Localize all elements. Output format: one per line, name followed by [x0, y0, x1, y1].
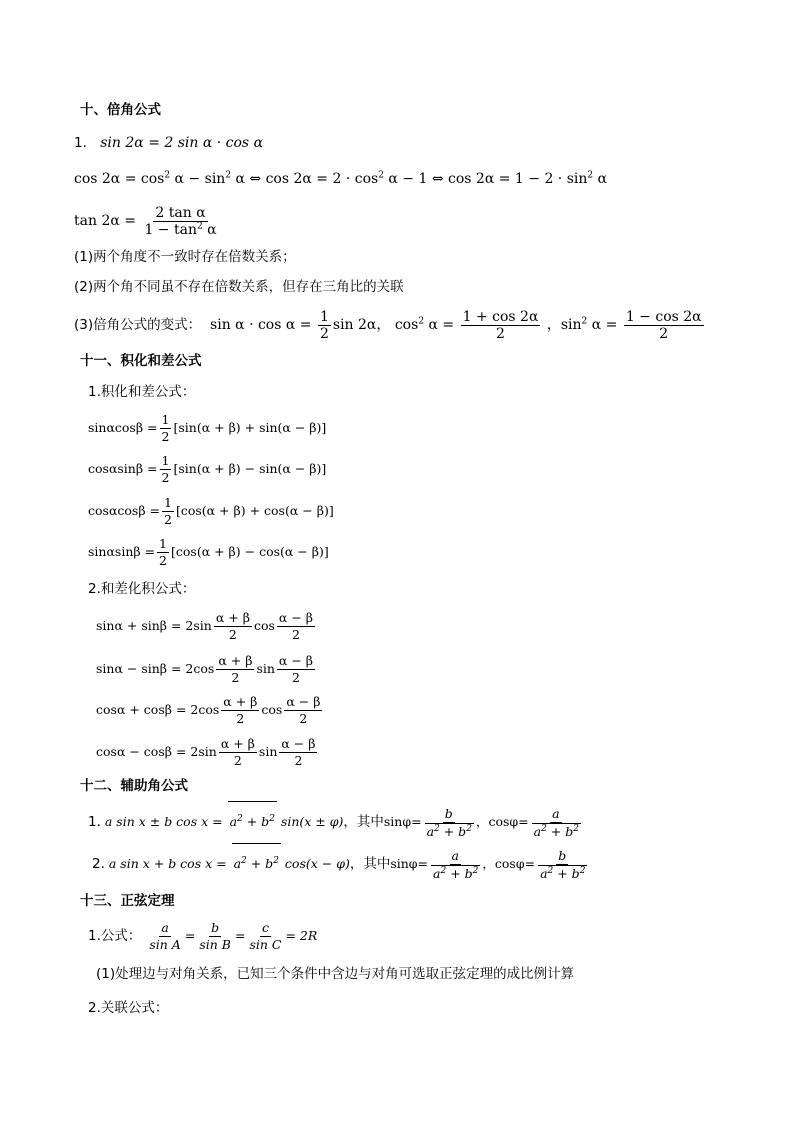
subheading-related-formulas: 2.关联公式： — [88, 1000, 169, 1016]
subheading-sum-to-product: 2.和差化积公式： — [88, 581, 196, 597]
sine-law-formula: 1.公式： $\frac{a}{\text{sin A}}$ = $\frac{b}{\text{sin B}}$ = $\frac{c}{\text{sin C}}$ = 2R — [88, 920, 318, 952]
product-to-sum-4: sinαsinβ = $\frac{1}{2}$ [cos(α + β) − cos(α − β)] — [88, 536, 329, 568]
product-to-sum-1: sinαcosβ = $\frac{1}{2}$ [sin(α + β) + sin(α − β)] — [88, 412, 327, 444]
section-heading-auxiliary-angle: 十二、辅助角公式 — [80, 778, 188, 794]
note-2: (2)两个角不同虽不存在倍数关系，但存在三角比的关联 — [74, 279, 404, 295]
double-angle-variants: (3)倍角公式的变式： sin α · cos α = $\frac{1}{2}$ sin 2α， $\cos^2 \alpha$ = $\frac{1 + \cos 2\alpha}{2}$ ，$\sin^2 \alpha$ = $\frac{1 - \cos 2\alpha}{2}$ — [74, 308, 702, 342]
sum-to-product-1: sinα + sinβ = 2sin $\frac{\alpha + \beta}{2}$ cos $\frac{\alpha - \beta}{2}$ — [96, 610, 313, 642]
sum-to-product-4: cosα − cosβ = 2sin $\frac{\alpha + \beta}{2}$ sin $\frac{\alpha - \beta}{2}$ — [96, 736, 316, 768]
product-to-sum-3: cosαcosβ = $\frac{1}{2}$ [cos(α + β) + cos(α − β)] — [88, 495, 334, 527]
section-heading-product-to-sum: 十一、积化和差公式 — [80, 353, 202, 369]
note-1: (1)两个角度不一致时存在倍数关系； — [74, 249, 296, 265]
auxiliary-angle-formula-1: 1. a sin x ± b $\cos x = a^2 + b^2$ sin(x ± φ)，其中sinφ= $\frac{b}{a^2 + b^2}$ ，cosφ= $\frac{a}{a^2 + b^2}$ — [88, 801, 583, 842]
double-angle-sin-formula: 1. sin 2α = 2 sin α · cos α — [74, 135, 264, 151]
product-to-sum-2: cosαsinβ = $\frac{1}{2}$ [sin(α + β) − sin(α − β)] — [88, 453, 327, 485]
sum-to-product-2: sinα − sinβ = 2cos $\frac{\alpha + \beta}{2}$ sin $\frac{\alpha - \beta}{2}$ — [96, 653, 313, 685]
subheading-product-to-sum: 1.积化和差公式： — [88, 384, 196, 400]
section-heading-double-angle: 十、倍角公式 — [80, 102, 161, 118]
double-angle-tan-formula: tan 2α = $\frac{\text{2 tan α}}{1 - \tan^2 \alpha}$ — [74, 204, 217, 238]
section-heading-sine-law: 十三、正弦定理 — [80, 893, 175, 909]
auxiliary-angle-formula-2: 2. a sin x + b $\cos x = a^2 + b^2$ cos(x − φ)，其中sinφ= $\frac{a}{a^2 + b^2}$ ，cosφ= $\frac{b}{a^2 + b^2}$ — [92, 843, 589, 884]
sine-law-note: (1)处理边与对角关系，已知三个条件中含边与对角可选取正弦定理的成比例计算 — [96, 966, 575, 982]
double-angle-cos-formula: $\cos 2\alpha = \cos^2 \alpha - \sin^2 \alpha$ ⇔ $\cos 2\alpha = 2 \cdot \cos^2 \alpha - 1$ ⇔ $\cos 2\alpha = 1 - 2 \cdot \sin^2 \alpha$ — [74, 170, 608, 187]
sum-to-product-3: cosα + cosβ = 2cos $\frac{\alpha + \beta}{2}$ cos $\frac{\alpha - \beta}{2}$ — [96, 694, 321, 726]
